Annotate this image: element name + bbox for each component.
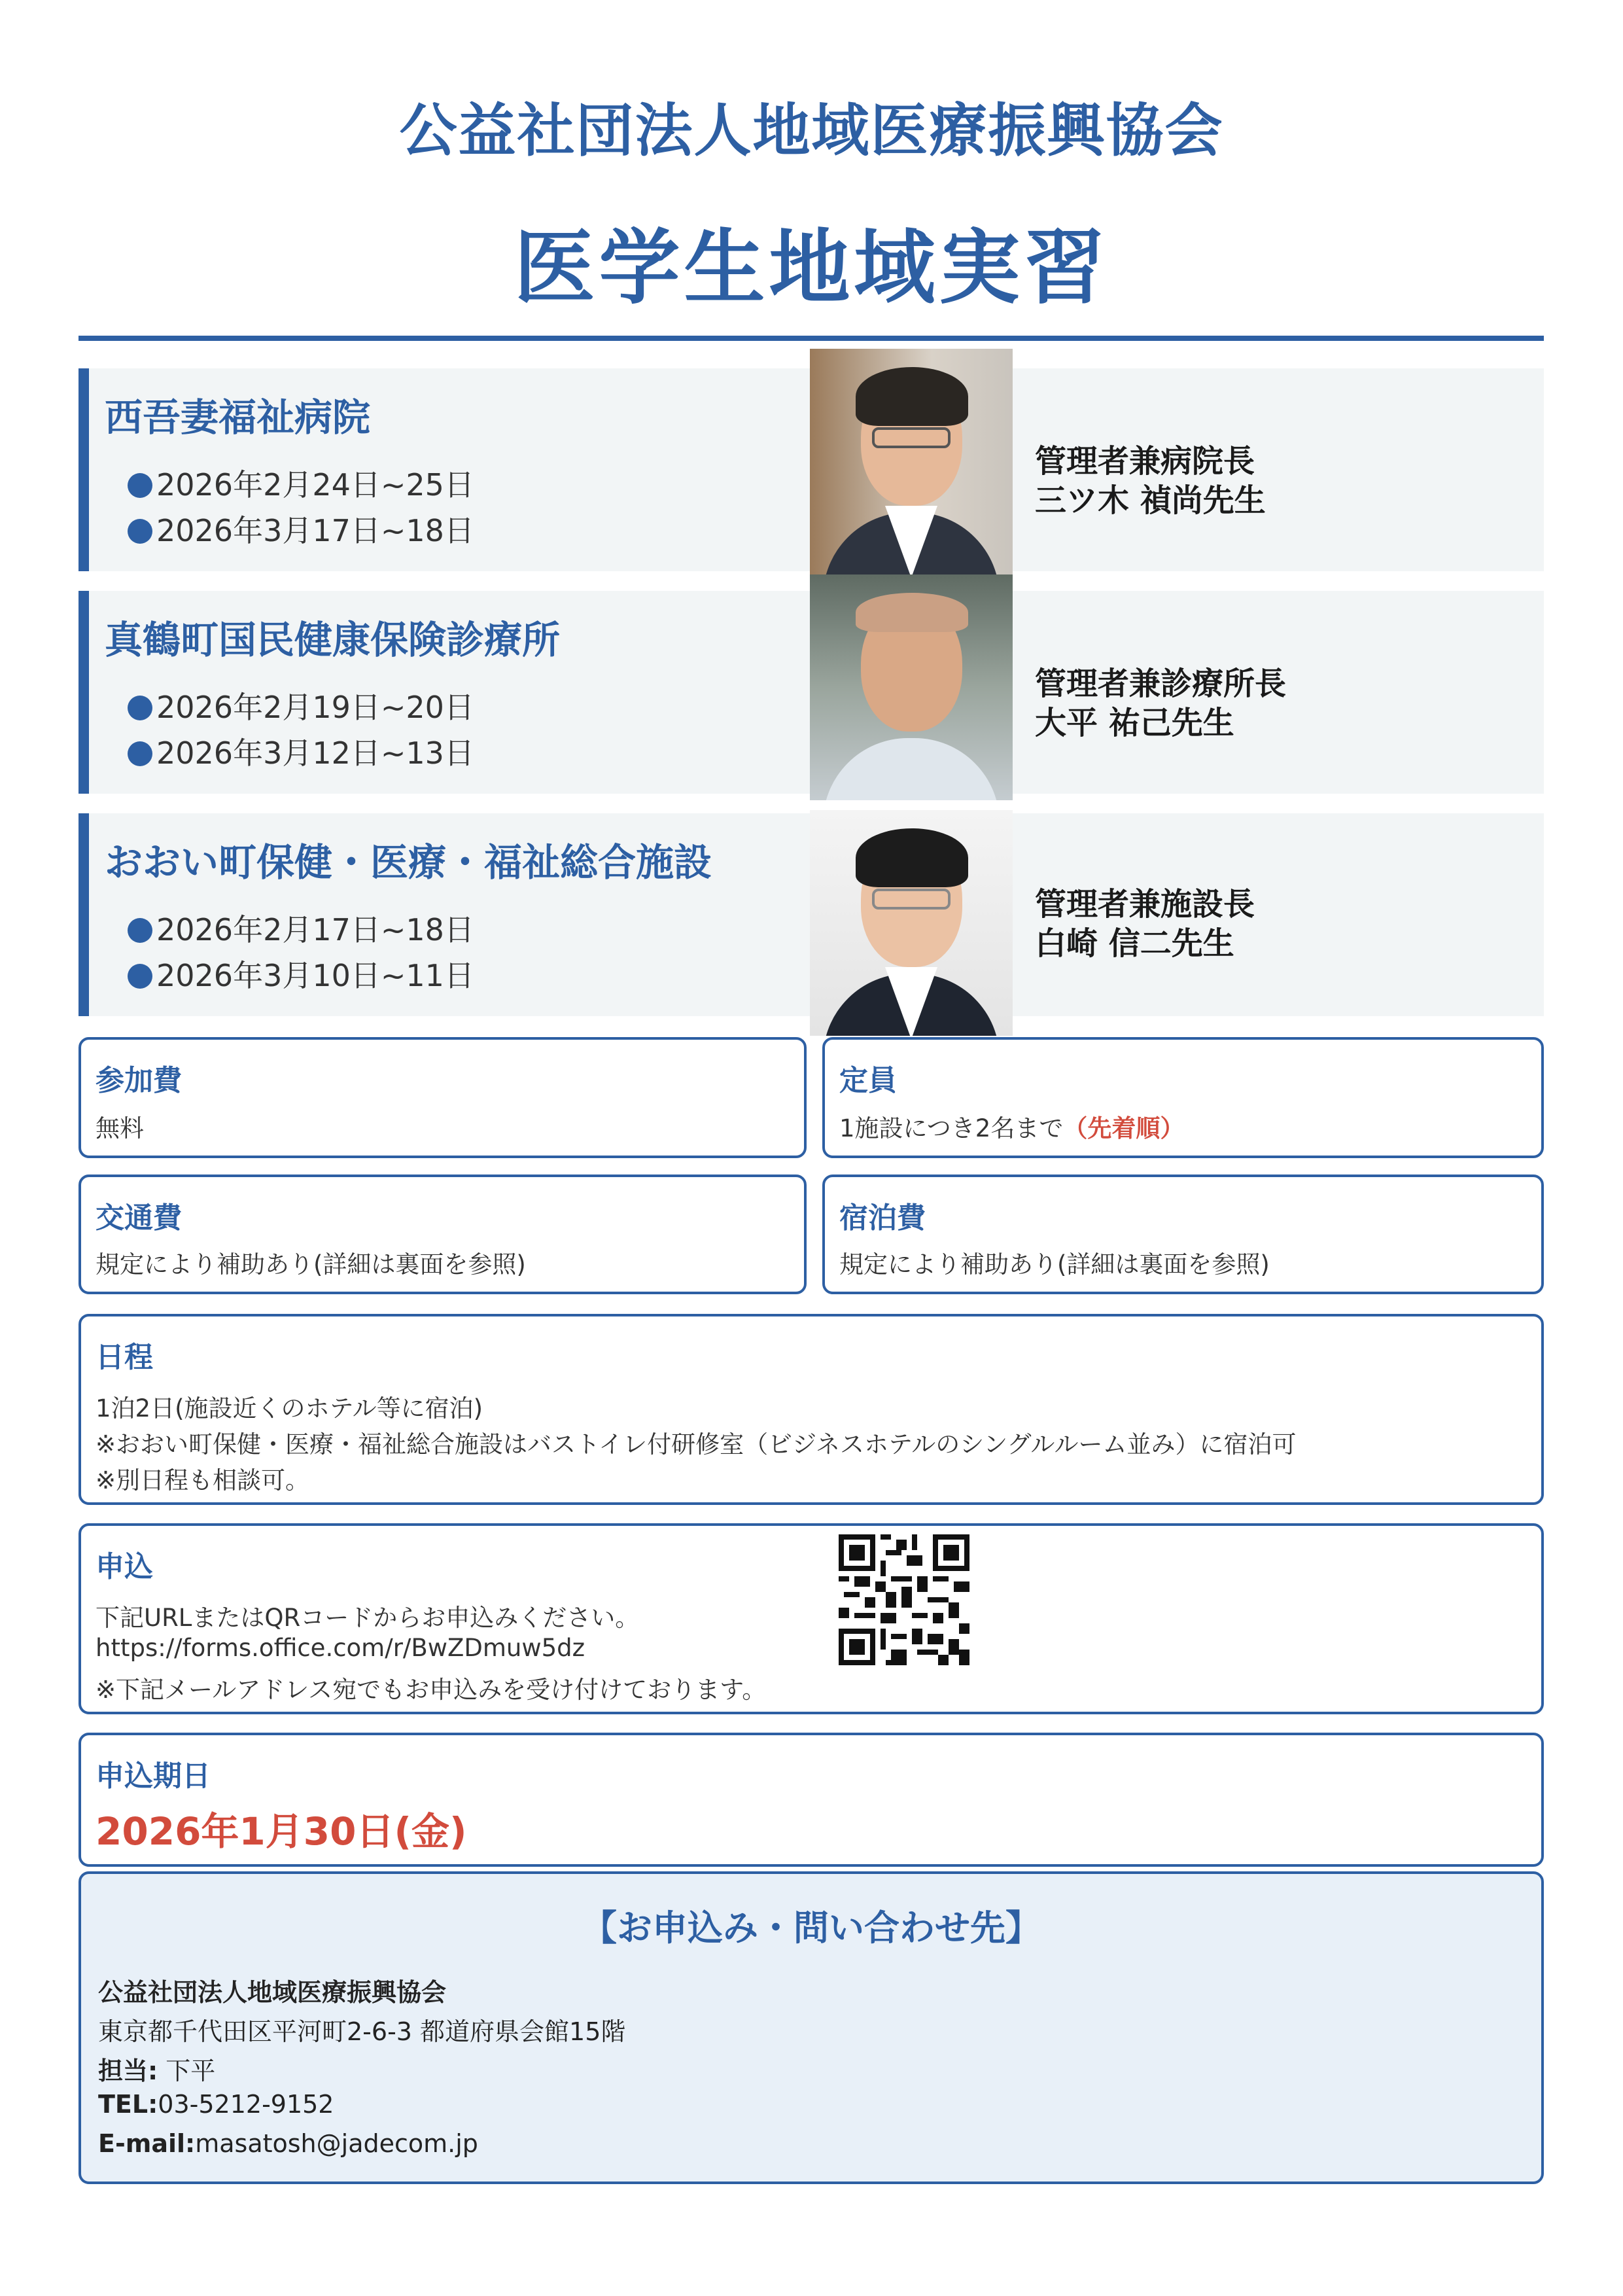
deadline-label: 申込期日 [96, 1759, 211, 1793]
facility-accent-bar [79, 368, 89, 571]
transport-label: 交通費 [96, 1201, 182, 1235]
director-title: 管理者兼病院長 [1035, 443, 1255, 480]
bullet-icon [128, 473, 152, 498]
contact-person: 担当: 下平 [98, 2057, 216, 2085]
director-title: 管理者兼診療所長 [1035, 665, 1287, 702]
facility-date: 2026年3月17日~18日 [128, 507, 474, 550]
facility-name: 西吾妻福祉病院 [105, 395, 371, 440]
bullet-icon [128, 918, 152, 943]
contact-panel [79, 1871, 1544, 2184]
facility-accent-bar [79, 813, 89, 1016]
deadline-box [79, 1733, 1544, 1867]
transport-value: 規定により補助あり(詳細は裏面を参照) [96, 1250, 526, 1279]
director-photo [810, 349, 1013, 574]
contact-email[interactable]: E-mail:masatosh@jadecom.jp [98, 2129, 478, 2158]
facility-date: 2026年3月10日~11日 [128, 952, 474, 995]
schedule-line: ※おおい町保健・医療・福祉総合施設はバストイレ付研修室（ビジネスホテルのシングルルーム並み）に宿泊可 [96, 1430, 1297, 1458]
apply-box [79, 1523, 1544, 1714]
schedule-line: 1泊2日(施設近くのホテル等に宿泊) [96, 1394, 483, 1422]
facility-name: おおい町保健・医療・福祉総合施設 [105, 840, 712, 885]
facility-date: 2026年2月24日~25日 [128, 461, 474, 504]
director-title: 管理者兼施設長 [1035, 886, 1255, 923]
apply-line: 下記URLまたはQRコードからお申込みください。 [96, 1604, 640, 1632]
facility-accent-bar [79, 591, 89, 794]
fee-label: 参加費 [96, 1064, 182, 1097]
first-come-note: （先着順） [1063, 1114, 1185, 1142]
contact-tel: TEL:03-5212-9152 [98, 2090, 334, 2119]
lodging-value: 規定により補助あり(詳細は裏面を参照) [839, 1250, 1270, 1279]
capacity-label: 定員 [839, 1064, 897, 1097]
lodging-box [822, 1174, 1544, 1294]
contact-heading: 【お申込み・問い合わせ先】 [582, 1907, 1041, 1949]
apply-url[interactable]: https://forms.office.com/r/BwZDmuw5dz [96, 1634, 585, 1662]
schedule-line: ※別日程も相談可。 [96, 1466, 310, 1494]
fee-box [79, 1037, 807, 1158]
director-photo [810, 574, 1013, 800]
bullet-icon [128, 964, 152, 989]
title-divider [79, 336, 1544, 341]
apply-line: ※下記メールアドレス宛でもお申込みを受け付けております。 [96, 1676, 767, 1704]
schedule-box [79, 1314, 1544, 1505]
transport-box [79, 1174, 807, 1294]
director-name: 白崎 信二先生 [1035, 925, 1234, 962]
bullet-icon [128, 696, 152, 720]
facility-name: 真鶴町国民健康保険診療所 [105, 618, 561, 662]
facility-date: 2026年2月19日~20日 [128, 684, 474, 727]
org-title: 公益社団法人地域医療振興協会 [399, 97, 1224, 164]
director-photo [810, 810, 1013, 1036]
bullet-icon [128, 519, 152, 544]
director-name: 大平 祐己先生 [1035, 705, 1234, 741]
page-title: 医学生地域実習 [514, 221, 1109, 315]
facility-date: 2026年2月17日~18日 [128, 906, 474, 949]
bullet-icon [128, 741, 152, 766]
deadline-date: 2026年1月30日(金) [96, 1809, 467, 1854]
contact-address: 東京都千代田区平河町2-6-3 都道府県会館15階 [98, 2017, 626, 2046]
contact-org: 公益社団法人地域医療振興協会 [98, 1978, 447, 2007]
fee-value: 無料 [96, 1114, 144, 1142]
director-name: 三ツ木 禎尚先生 [1035, 482, 1266, 519]
schedule-label: 日程 [96, 1341, 153, 1374]
lodging-label: 宿泊費 [839, 1201, 926, 1235]
capacity-value: 1施設につき2名まで（先着順） [839, 1114, 1185, 1142]
facility-date: 2026年3月12日~13日 [128, 730, 474, 773]
qr-code-icon[interactable] [839, 1534, 969, 1665]
capacity-box [822, 1037, 1544, 1158]
apply-label: 申込 [96, 1550, 153, 1583]
